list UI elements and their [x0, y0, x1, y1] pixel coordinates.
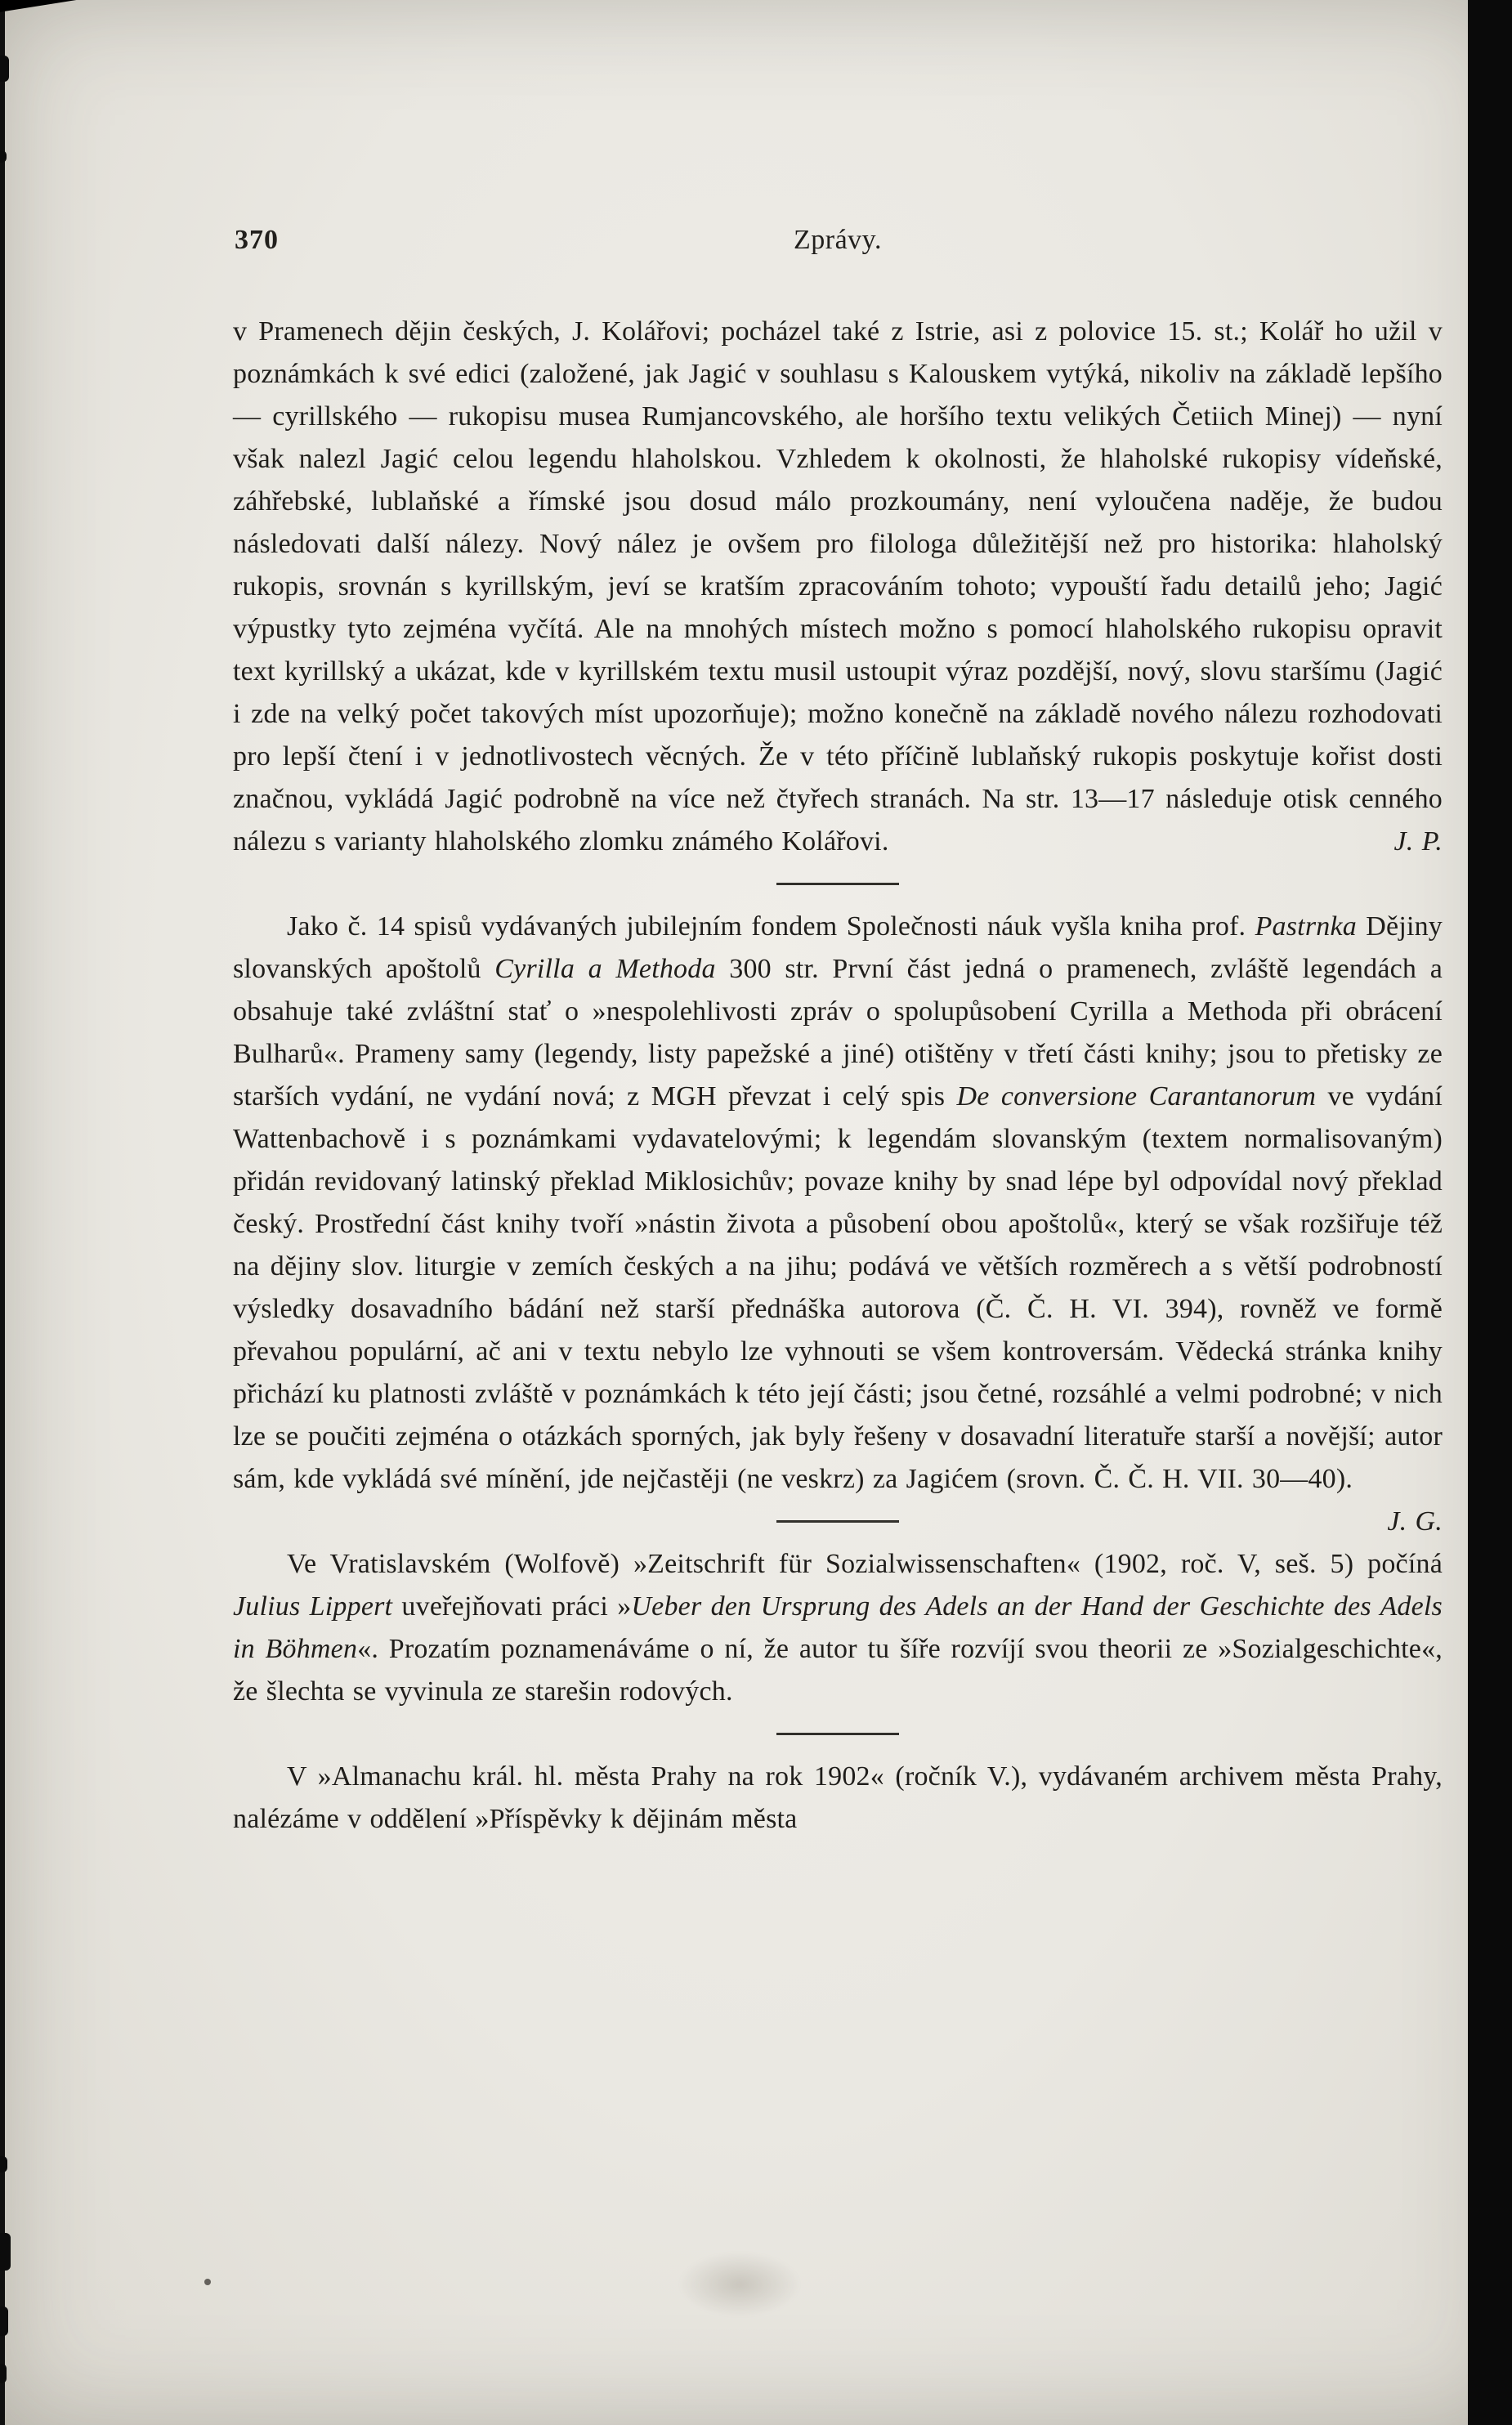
paragraph — [233, 906, 1443, 1537]
paragraph — [233, 311, 1443, 863]
text-column — [233, 219, 1443, 1841]
italic-text: De conversione Carantanorum — [956, 1081, 1317, 1112]
page-header — [233, 219, 1443, 263]
body-text: v Pramenech dějin českých, J. Kolářovi; pocházel také z Istrie, asi z polovice 15. st.; Kolář ho užil v poznámkách k své edici (založené, jak Jagić v souhlasu s Kalouskem vytýká, nikoliv na základě lepšího — cyrillského — rukopisu musea Rumjancovského, ale horšího textu velikých Četiich Minej) — nyní však nalezl Jagić celou legendu hlaholskou. Vzhledem k okolnosti, že hlaholské rukopisy vídeňské, záhřebské, lublaňské a římské jsou dosud málo prozkoumány, není vyloučena naděje, že budou následovati další nálezy. Nový nález je ovšem pro filologa důležitější než pro historika: hlaholský rukopis, srovnán s kyrillským, jeví se kratším zpracováním tohoto; vypouští řadu detailů jeho; Jagić výpustky tyto zejména vyčítá. Ale na mnohých místech možno s pomocí hlaholského rukopisu opravit text kyrillský a ukázat, kde v kyrillském textu musil ustoupit výraz pozdější, nový, slovu staršímu (Jagić i zde na velký počet takových míst upozorňuje); možno konečně na základě nového nálezu rozhodovati pro lepší čtení i v jednotlivostech věcných. Že v této příčině lublaňský rukopis poskytuje kořist dosti značnou, vykládá Jagić podrobně na více než čtyřech stranách. Na str. 13—17 následuje otisk cenného nálezu s varianty hlaholského zlomku známého Kolářovi. — [233, 316, 1443, 857]
right-edge-scan-bar — [1468, 0, 1512, 2425]
left-edge-scan-line — [0, 0, 5, 2425]
author-signature: J. G. — [1387, 1506, 1443, 1537]
edge-ink-mark — [0, 2233, 11, 2271]
running-title: Zprávy. — [794, 225, 882, 255]
page-number: 370 — [235, 225, 279, 255]
body-text: 300 str. První část jedná o pramenech, zvláště legendách a obsahuje také zvláštní stať o »nespolehlivosti zpráv o spolupůsobení Cyrilla a Methoda při obrácení Bulharů«. Prameny samy (legendy, listy papežské a jiné) otištěny v třetí části knihy; jsou to přetisky ze starších vydání, ne vydání nová; z MGH převzat i celý spis — [233, 954, 1443, 1112]
author-signature: J. P. — [1393, 826, 1443, 857]
edge-ink-mark — [0, 2156, 7, 2172]
corner-ink-mark — [0, 0, 134, 15]
bottom-smudge — [678, 2252, 801, 2317]
body-text: «. Prozatím poznamenáváme o ní, že autor tu šíře rozvíjí svou theorii ze »Sozialgeschichte«, že šlechta se vyvinula ze starešin rodových. — [233, 1634, 1443, 1707]
edge-ink-mark — [0, 150, 7, 163]
edge-ink-mark — [0, 56, 9, 82]
italic-text: Julius Lippert — [233, 1591, 393, 1622]
section-divider — [776, 883, 899, 885]
body-text: Dějiny slovanských apoštolů — [233, 911, 1443, 984]
italic-text: Cyrilla a Methoda — [494, 954, 716, 984]
text-body — [233, 311, 1443, 1841]
section-divider — [776, 1733, 899, 1735]
edge-ink-mark — [0, 2306, 8, 2336]
body-text: Jako č. 14 spisů vydávaných jubilejním fondem Společnosti náuk vyšla kniha prof. — [287, 911, 1255, 942]
italic-text: Ueber den Ursprung des Adels an der Hand der Geschichte des Adels in Böhmen — [233, 1591, 1443, 1664]
paragraph — [233, 1756, 1443, 1841]
edge-ink-mark — [0, 2364, 7, 2383]
stray-ink-dot — [204, 2279, 211, 2285]
body-text: Ve Vratislavském (Wolfově) »Zeitschrift für Sozialwissenschaften« (1902, roč. V, seš. 5) počíná — [287, 1549, 1443, 1579]
body-text: V »Almanachu král. hl. města Prahy na rok 1902« (ročník V.), vydávaném archivem města Prahy, nalézáme v oddělení »Příspěvky k dějinám města — [233, 1761, 1443, 1834]
section-divider — [776, 1520, 899, 1523]
body-text: ve vydání Wattenbachově i s poznámkami vydavatelovými; k legendám slovanským (textem normalisovaným) přidán revidovaný latinský překlad Miklosichův; povaze knihy by snad lépe byl odpovídal nový překlad český. Prostřední část knihy tvoří »nástin života a působení obou apoštolů«, který se však rozšiřuje též na dějiny slov. liturgie v zemích českých a na jihu; podává ve větších rozměrech a s větší podrobností výsledky dosavadního bádání než starší přednáška autorova (Č. Č. H. VI. 394), rovněž ve formě převahou populární, ač ani v textu nebylo lze vyhnouti se všem kontroversám. Vědecká stránka knihy přichází ku platnosti zvláště v poznámkách k této její části; jsou četné, rozsáhlé a velmi podrobné; v nich lze se poučiti zejména o otázkách sporných, jak byly řešeny v dosavadní literatuře starší a novější; autor sám, kde vykládá své mínění, jde nejčastěji (ne veskrz) za Jagićem (srovn. Č. Č. H. VII. 30—40). — [233, 1081, 1443, 1494]
paragraph — [233, 1543, 1443, 1713]
italic-text: Pastrnka — [1255, 911, 1357, 942]
body-text: uveřejňovati práci » — [392, 1591, 632, 1622]
